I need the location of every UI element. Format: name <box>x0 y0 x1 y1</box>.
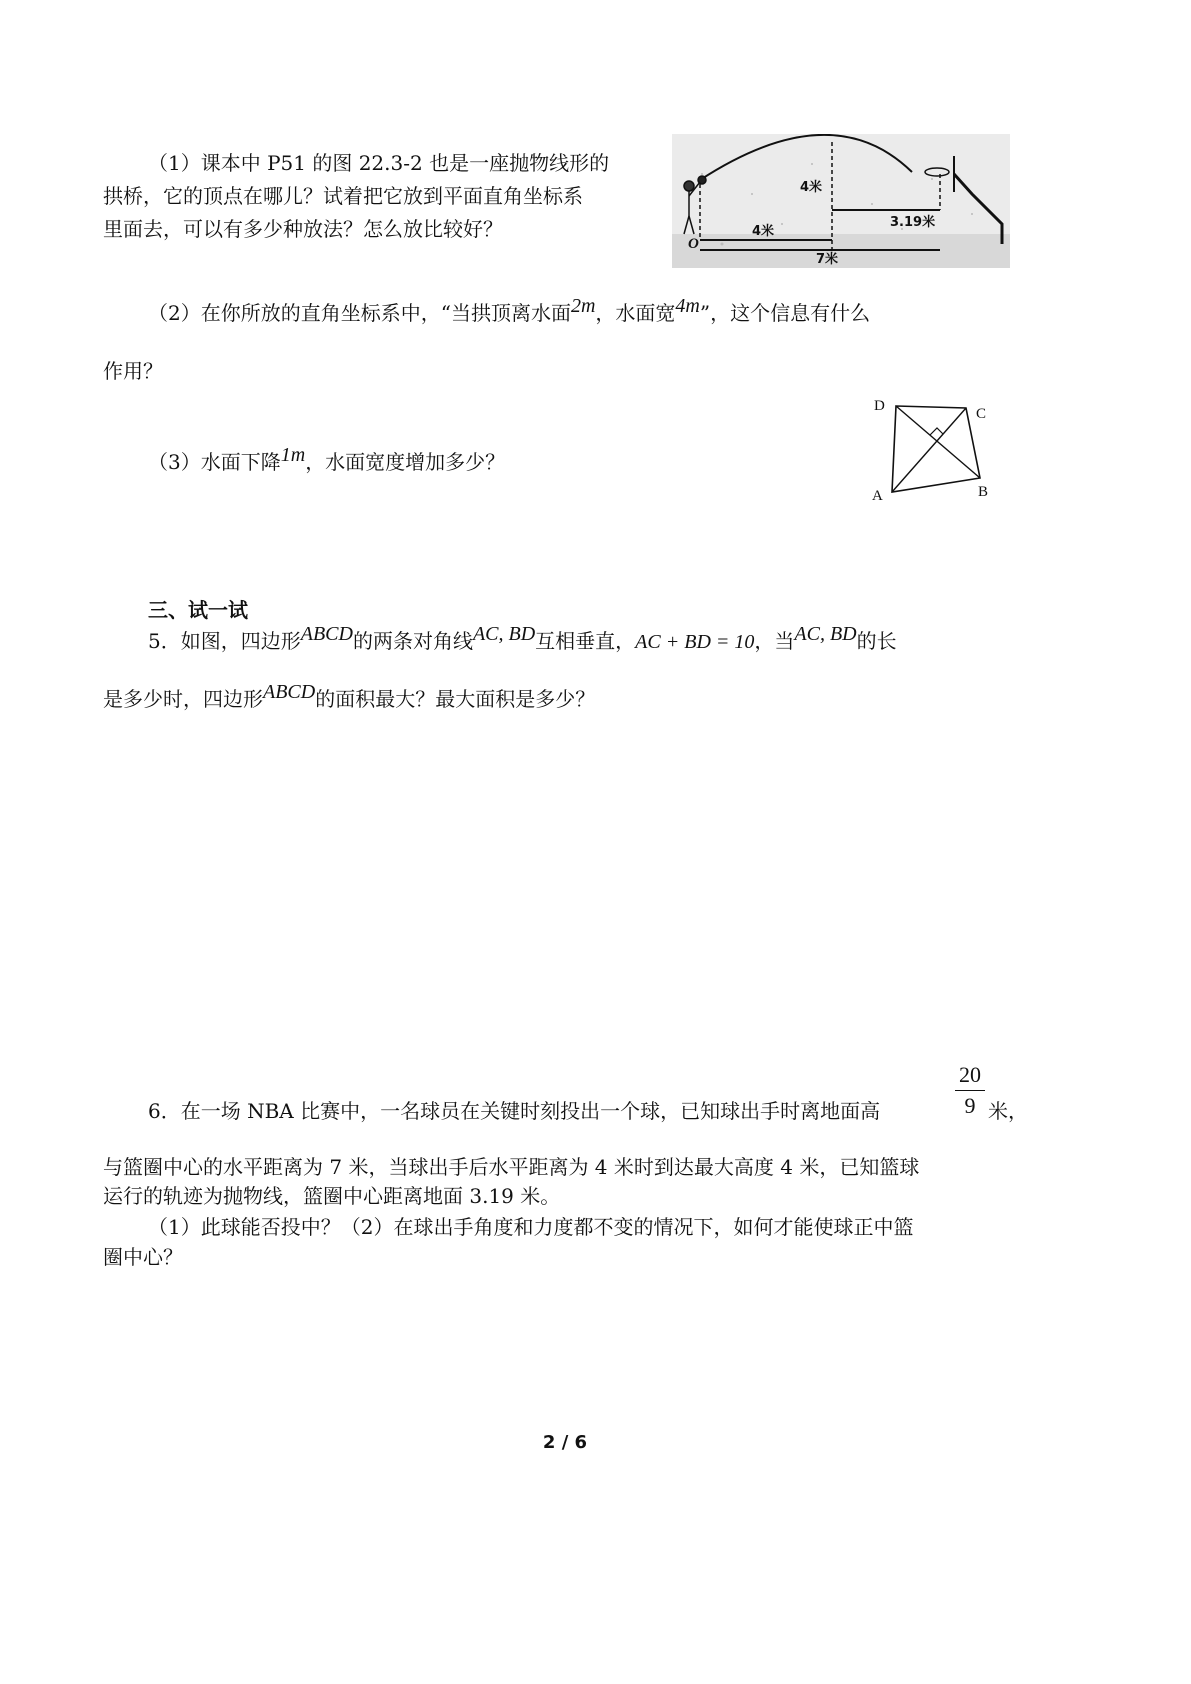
page-number: 2 / 6 <box>542 1432 588 1453</box>
q5-text-e: 的长 <box>856 629 897 653</box>
hoop-icon <box>925 168 949 176</box>
label-4m-vertical: 4米 <box>800 180 823 195</box>
q4-part1-line3: 里面去，可以有多少种放法？怎么放比较好？ <box>103 217 503 241</box>
q6-fraction-denominator: 9 <box>964 1093 976 1118</box>
label-origin: O <box>688 236 699 252</box>
player-icon <box>684 176 706 234</box>
q6-line2: 与篮圈中心的水平距离为 7 米，当球出手后水平距离为 4 米时到达最大高度 4 米，已知篮球 <box>103 1155 920 1179</box>
label-3-19m: 3.19米 <box>890 215 936 230</box>
quad-outline <box>892 406 980 492</box>
vertex-b: B <box>978 484 989 500</box>
q4-part3-text-a: （3）水面下降 <box>148 450 281 474</box>
basketball-figure <box>672 134 1010 268</box>
trajectory-curve <box>700 135 912 180</box>
q6-line3: 运行的轨迹为抛物线，篮圈中心距离地面 3.19 米。 <box>103 1184 561 1208</box>
q4-part1-line2: 拱桥，它的顶点在哪儿？试着把它放到平面直角坐标系 <box>103 184 583 208</box>
q4-part2-text-b: ，水面宽 <box>595 301 676 325</box>
q5-line2 <box>103 681 596 715</box>
q6-line4: （1）此球能否投中？（2）在球出手角度和力度都不变的情况下，如何才能使球正中篮 <box>148 1215 914 1239</box>
label-7m: 7米 <box>816 252 839 267</box>
q4-part2-text-a: （2）在你所放的直角坐标系中，“当拱顶离水面 <box>148 301 571 325</box>
q6-unit: 米， <box>988 1099 1028 1123</box>
vertex-d: D <box>874 398 885 414</box>
q6-fraction <box>955 1062 985 1119</box>
q5-line2-text-b: 的面积最大？最大面积是多少？ <box>315 687 596 711</box>
q5-text-a: 5．如图，四边形 <box>148 629 301 653</box>
q5-text-c: 互相垂直， <box>535 629 636 653</box>
q6-line5: 圈中心？ <box>103 1245 183 1269</box>
q5-line2-math-abcd: ABCD <box>263 681 316 703</box>
q5-text-b: 的两条对角线 <box>352 629 473 653</box>
q4-part2-line1 <box>148 295 871 329</box>
q5-math-ac-bd-2: AC, BD <box>794 623 857 645</box>
q4-part2-math-2m: 2m <box>570 295 596 317</box>
q5-text-d: ，当 <box>754 629 795 653</box>
q4-part2-line2: 作用？ <box>103 359 163 383</box>
section-heading: 三、试一试 <box>148 598 248 622</box>
q5-line1 <box>148 623 897 657</box>
q4-part2-text-c: ”，这个信息有什么 <box>699 301 871 325</box>
q4-part3-math-1m: 1m <box>280 444 306 466</box>
q5-math-sum: AC + BD = 10 <box>635 631 755 653</box>
q4-part3-text-b: ，水面宽度增加多少？ <box>305 450 506 474</box>
right-angle-mark <box>930 428 943 435</box>
q4-part1-line1: （1）课本中 P51 的图 22.3-2 也是一座抛物线形的 <box>148 151 610 175</box>
quadrilateral-figure <box>868 394 998 510</box>
vertex-c: C <box>976 406 987 422</box>
label-4m-horizontal: 4米 <box>752 224 775 239</box>
q5-line2-text-a: 是多少时，四边形 <box>103 687 263 711</box>
q4-part3-line <box>148 444 506 478</box>
vertex-a: A <box>872 488 883 504</box>
q5-math-abcd: ABCD <box>300 623 353 645</box>
q6-fraction-numerator: 20 <box>959 1062 981 1087</box>
diagonal-ac <box>892 408 966 492</box>
q6-line1: 6．在一场 NBA 比赛中，一名球员在关键时刻投出一个球，已知球出手时离地面高 <box>148 1099 881 1123</box>
q5-math-ac-bd: AC, BD <box>472 623 536 645</box>
q4-part2-math-4m: 4m <box>675 295 700 317</box>
